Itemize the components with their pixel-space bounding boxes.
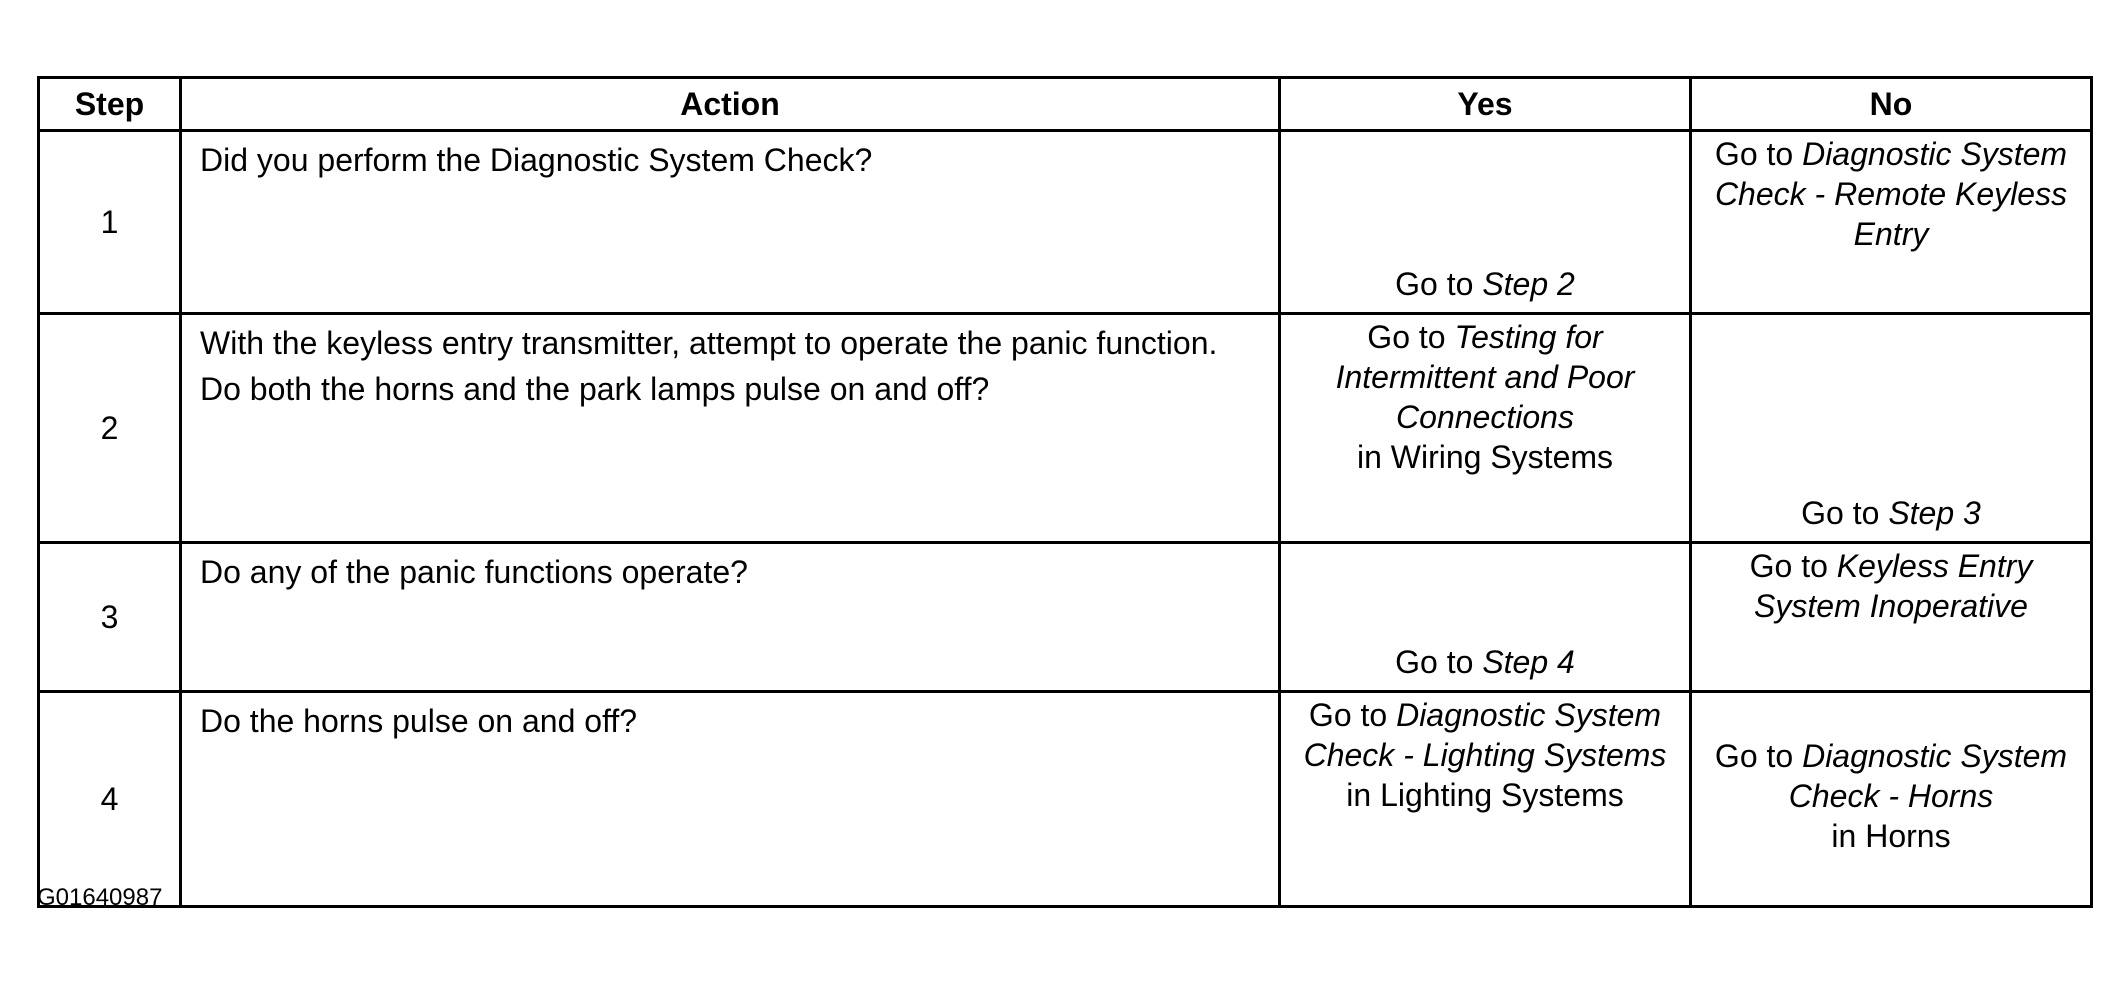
no-reference: Step 3: [1888, 495, 1981, 531]
header-action: Action: [181, 78, 1280, 131]
table-row: [39, 692, 2092, 907]
yes-cell: [1280, 543, 1691, 692]
no-prefix: Go to: [1714, 738, 1794, 774]
yes-suffix: in Wiring Systems: [1356, 439, 1614, 475]
no-suffix: in Horns: [1831, 818, 1951, 854]
yes-reference: Step 4: [1482, 644, 1575, 680]
no-prefix: Go to: [1749, 548, 1828, 584]
header-step: Step: [39, 78, 181, 131]
no-cell: [1691, 543, 2092, 692]
no-reference: Diagnostic System Check - Horns: [1788, 738, 2068, 814]
diagnostic-table: [37, 76, 2093, 908]
header-row: [39, 78, 2092, 131]
no-prefix: Go to: [1714, 136, 1794, 172]
action-text: Do any of the panic functions operate?: [200, 554, 748, 590]
no-cell: [1691, 692, 2092, 907]
yes-cell: [1280, 314, 1691, 543]
yes-prefix: Go to: [1395, 266, 1474, 302]
table-row: [39, 314, 2092, 543]
yes-cell: [1280, 131, 1691, 314]
yes-prefix: Go to: [1367, 319, 1446, 355]
yes-cell: [1280, 692, 1691, 907]
action-cell: [181, 314, 1280, 543]
no-reference: Keyless Entry System Inoperative: [1754, 548, 2033, 624]
yes-prefix: Go to: [1395, 644, 1474, 680]
step-number: 1: [39, 131, 181, 314]
figure-id: G01640987: [37, 884, 163, 911]
yes-reference: Step 2: [1482, 266, 1575, 302]
table-row: [39, 543, 2092, 692]
action-text: With the keyless entry transmitter, attempt to operate the panic function.: [200, 325, 1218, 361]
action-cell: [181, 692, 1280, 907]
step-number: 4: [39, 692, 181, 907]
no-cell: [1691, 314, 2092, 543]
step-number: 2: [39, 314, 181, 543]
no-cell: [1691, 131, 2092, 314]
no-prefix: Go to: [1801, 495, 1880, 531]
yes-reference: Testing for Intermittent and Poor Connections: [1335, 319, 1635, 435]
step-number: 3: [39, 543, 181, 692]
action-text: Did you perform the Diagnostic System Check?: [200, 142, 873, 178]
action-text: Do the horns pulse on and off?: [200, 703, 638, 739]
table-row: [39, 131, 2092, 314]
header-no: No: [1691, 78, 2092, 131]
header-yes: Yes: [1280, 78, 1691, 131]
yes-prefix: Go to: [1308, 697, 1388, 733]
no-reference: Diagnostic System Check - Remote Keyless Entry: [1714, 136, 2068, 252]
action-cell: [181, 131, 1280, 314]
yes-reference: Diagnostic System Check - Lighting Systems: [1303, 697, 1667, 773]
yes-suffix: in Lighting Systems: [1346, 777, 1624, 813]
action-text: Do both the horns and the park lamps pulse on and off?: [200, 371, 990, 407]
action-cell: [181, 543, 1280, 692]
